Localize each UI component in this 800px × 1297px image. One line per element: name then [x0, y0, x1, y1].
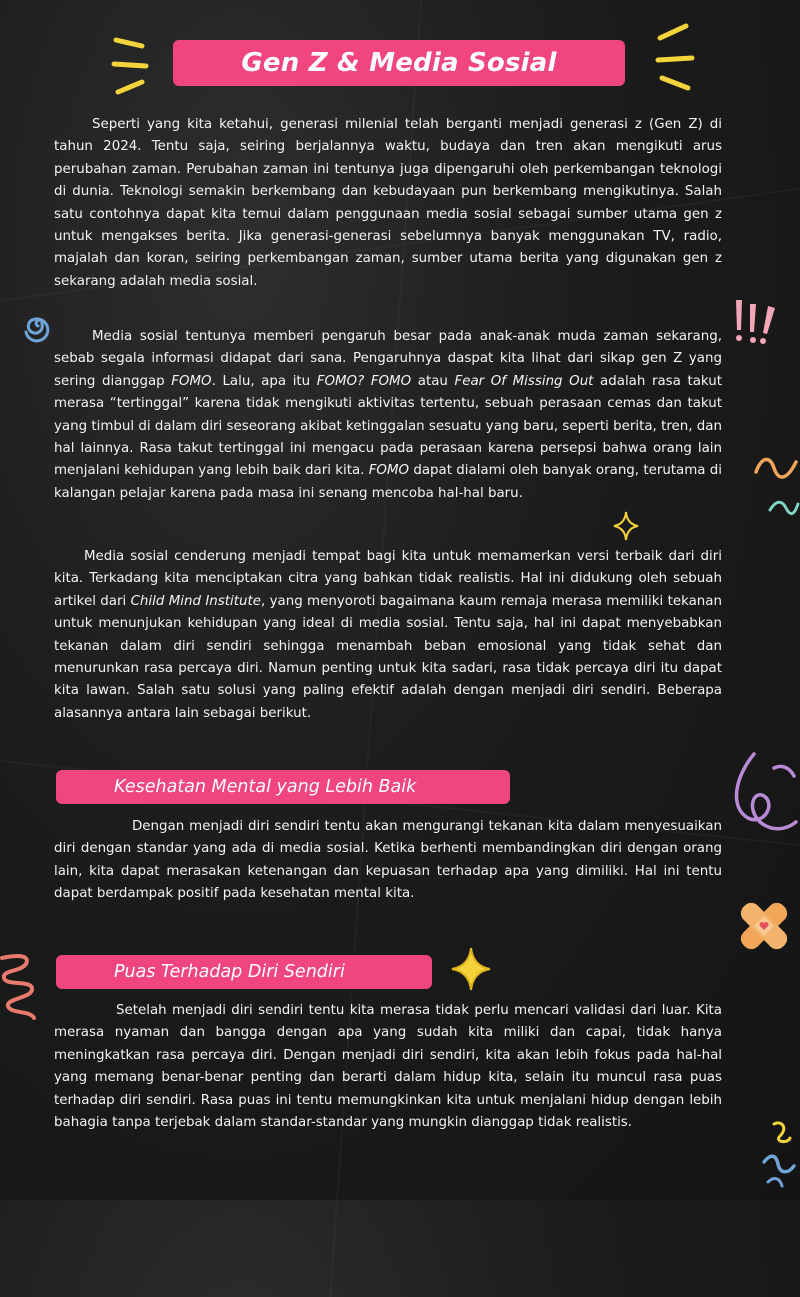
self-satisfaction-paragraph: Setelah menjadi diri sendiri tentu kita merasa tidak perlu mencari validasi dari luar. Kita merasa nyaman dan bangga dengan apa yang sudah kita miliki dan capai, tidak hanya meningkatkan rasa percaya diri. Dengan menjadi diri sendiri, kita akan lebih fokus pada hal-hal yang memang benar-benar penting dan berarti dalam hidup kita, selain itu muncul rasa puas terhadap diri sendiri. Rasa puas ini tentu memungkinkan kita untuk menjalani hidup dengan lebih bahagia tanpa terjebak dalam standar-standar yang mungkin dianggap tidak realistis.	[54, 1003, 722, 1131]
fomo-paragraph: Media sosial tentunya memberi pengaruh besar pada anak-anak muda zaman sekarang, sebab segala informasi didapat dari sana. Pengaruhnya daspat kita lihat dari sikap gen Z yang sering dianggap FOMO. Lalu, apa itu FOMO? FOMO atau Fear Of Missing Out adalah rasa takut merasa “tertinggal” karena tidak mengikuti aktivitas tertentu, sebuah perasaan cemas dan takut yang timbul di dalam diri seseorang akibat ketinggalan sesuatu yang baru, seperti berita, tren, dan hal lainnya. Rasa takut tertinggal ini mengacu pada perasaan karena persepsi bahwa orang lain menjalani kehidupan yang lebih baik dari kita. FOMO dapat dialami oleh banyak orang, terutama di kalangan pelajar karena pada masa ini senang mencoba hal-hal baru.	[54, 329, 723, 501]
yellow-star-icon	[450, 946, 492, 992]
section-banner-mental-health	[56, 770, 510, 804]
pink-exclamation-icon	[730, 296, 782, 346]
blue-wave-icon	[760, 1118, 800, 1198]
source-name: Child Mind Institute	[130, 593, 261, 609]
fomo-term: FOMO	[171, 373, 212, 389]
yellow-spark-lines-icon	[108, 30, 152, 102]
fomo-term: FOMO?	[316, 373, 365, 389]
bandage-icon	[734, 896, 794, 956]
mental-health-paragraph: Dengan menjadi diri sendiri tentu akan mengurangi tekanan kita dalam menyesuaikan diri dengan standar yang ada di media sosial. Ketika berhenti membandingkan diri dengan orang lain, kita dapat merasakan ketenangan dan kepuasan terhadap apa yang dimiliki. Hal ini tentu dapat berdampak positif pada kesehatan mental kita.	[54, 819, 722, 902]
title-banner	[173, 40, 625, 86]
blue-spiral-icon	[20, 308, 56, 344]
sparkle-star-icon	[612, 510, 640, 542]
fomo-definition-term: Fear Of Missing Out	[454, 373, 594, 389]
page-title: Gen Z & Media Sosial	[241, 48, 557, 78]
intro-paragraph: Seperti yang kita ketahui, generasi milenial telah berganti menjadi generasi z (Gen Z) di tahun 2024. Tentu saja, seiring berjalannya waktu, budaya dan tren akan mengikuti arus perubahan zaman. Perubahan zaman ini tentunya juga dipengaruhi oleh perkembangan teknologi di dunia. Teknologi semakin berkembang dan kebudayaan pun berkembang mengikutinya. Salah satu contohnya dapat kita temui dalam penggunaan media sosial sebagai sumber utama gen z untuk mengakses berita. Jika generasi-generasi sebelumnya banyak menggunakan TV, radio, majalah dan koran, seiring perkembangan zaman, sumber utama berita yang digunakan gen z sekarang adalah media sosial.	[54, 117, 722, 289]
salmon-scribble-icon	[0, 948, 42, 1028]
fomo-term: FOMO	[368, 463, 410, 479]
squiggle-icon	[752, 452, 800, 492]
squiggle-icon	[768, 496, 800, 520]
section-banner-self-satisfaction	[56, 955, 432, 989]
self-image-paragraph: Media sosial cenderung menjadi tempat bagi kita untuk memamerkan versi terbaik dari diri kita. Terkadang kita menciptakan citra yang bahkan tidak realistis. Hal ini didukung oleh sebuah artikel dari Child Mind Institute, yang menyoroti bagaimana kaum remaja merasa memiliki tekanan untuk menunjukan kehidupan yang ideal di media sosial. Tentu saja, hal ini dapat menyebabkan tekanan dalam diri sendiri sehingga menambah beban emosional yang tidak sehat dan menurunkan rasa percaya diri. Namun penting untuk kita sadari, rasa tidak percaya diri itu dapat kita lawan. Salah satu solusi yang paling efektif adalah dengan menjadi diri sendiri. Beberapa alasannya antara lain sebagai berikut.	[54, 549, 722, 721]
section-heading: Kesehatan Mental yang Lebih Baik	[114, 777, 417, 797]
fomo-term: FOMO	[370, 373, 412, 389]
purple-curl-icon	[724, 748, 800, 838]
yellow-spark-lines-icon	[650, 18, 700, 98]
section-heading: Puas Terhadap Diri Sendiri	[114, 962, 345, 982]
